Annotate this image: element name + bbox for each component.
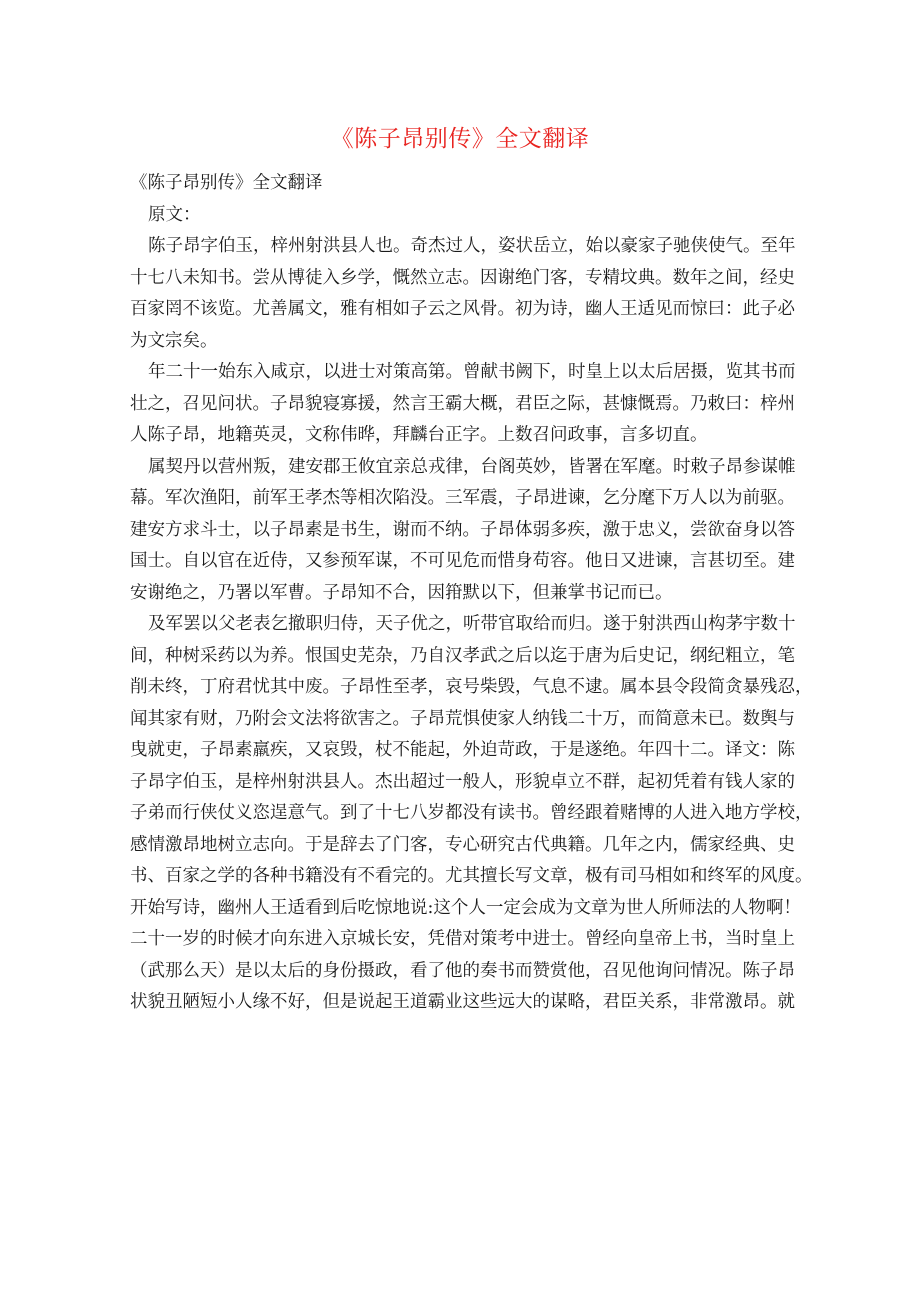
paragraph	[130, 357, 800, 452]
text-line: 属契丹以营州叛，建安郡王攸宜亲总戎律，台阁英妙，皆署在军麾。时敕子昂参谋帷	[148, 456, 796, 477]
paragraph	[130, 452, 800, 610]
text-line: 曳就吏，子昂素羸疾，又哀毁，杖不能起，外迫苛政，于是遂绝。年四十二。译文：陈	[130, 740, 795, 760]
document-body	[130, 168, 813, 1019]
text-line: 人陈子昂，地籍英灵，文称伟晔，拜麟台正字。上数召问政事，言多切直。	[130, 425, 708, 445]
document-subtitle: 《陈子昂别传》全文翻译	[130, 173, 323, 193]
text-line: 百家罔不该览。尤善属文，雅有相如子云之风骨。初为诗，幽人王适见而惊曰：此子必	[130, 299, 795, 319]
text-line: 状貌丑陋短小人缘不好，但是说起王道霸业这些远大的谋略，君臣关系，非常激昂。就	[130, 992, 795, 1012]
text-line: 削未终，丁府君忧其中废。子昂性至孝，哀号柴毁，气息不逮。属本县令段简贪暴残忍，	[130, 677, 813, 697]
original-text-label: 原文：	[148, 204, 201, 225]
text-line: 书、百家之学的各种书籍没有不看完的。尤其擅长写文章，极有司马相如和终军的风度。	[130, 866, 813, 886]
text-line: 为文宗矣。	[130, 330, 218, 351]
text-line: 年二十一始东入咸京，以进士对策高第。曾献书阙下，时皇上以太后居摄，览其书而	[148, 362, 796, 382]
text-line: 建安方求斗士，以子昂素是书生，谢而不纳。子昂体弱多疾，激于忠义，尝欲奋身以答	[130, 519, 795, 540]
paragraph	[130, 609, 813, 1019]
text-line: 安谢绝之，乃署以军曹。子昂知不合，因箝默以下，但兼掌书记而已。	[130, 582, 673, 603]
text-line: 十七八未知书。尝从博徒入乡学，慨然立志。因谢绝门客，专精坟典。数年之间，经史	[130, 267, 795, 288]
text-line: 闻其家有财，乃附会文法将欲害之。子昂荒惧使家人纳钱二十万，而简意未已。数舆与	[130, 708, 795, 729]
text-line: 开始写诗，幽州人王适看到后吃惊地说:这个人一定会成为文章为世人所师法的人物啊！	[130, 897, 801, 918]
document-title: 《陈子昂别传》全文翻译	[330, 126, 590, 152]
text-line: 国士。自以官在近侍，又参预军谋，不可见危而惜身苟容。他日又进谏，言甚切至。建	[130, 551, 795, 571]
text-line: 子昂字伯玉，是梓州射洪县人。杰出超过一般人，形貌卓立不群，起初凭着有钱人家的	[130, 771, 795, 792]
text-line: 间，种树采药以为养。恨国史芜杂，乃自汉孝武之后以迄于唐为后史记，纲纪粗立，笔	[130, 645, 795, 666]
paragraph-list	[130, 231, 813, 1019]
text-line: 幕。军次渔阳，前军王孝杰等相次陷没。三军震，子昂进谏，乞分麾下万人以为前驱。	[130, 488, 795, 508]
text-line: （武那么天）是以太后的身份摄政，看了他的奏书而赞赏他，召见他询问情况。陈子昂	[130, 960, 795, 981]
text-line: 感情激昂地树立志向。于是辞去了门客，专心研究古代典籍。几年之内，儒家经典、史	[130, 834, 795, 855]
text-line: 子弟而行侠仗义恣逞意气。到了十七八岁都没有读书。曾经跟着赌博的人进入地方学校，	[130, 803, 813, 823]
text-line: 陈子昂字伯玉，梓州射洪县人也。奇杰过人，姿状岳立，始以豪家子驰侠使气。至年	[148, 236, 796, 256]
text-line: 壮之，召见问状。子昂貌寝寡援，然言王霸大概，君臣之际，甚慷慨焉。乃敕曰：梓州	[130, 393, 795, 414]
text-line: 二十一岁的时候才向东进入京城长安，凭借对策考中进士。曾经向皇帝上书，当时皇上	[130, 929, 795, 949]
text-line: 及军罢以父老表乞撤职归侍，天子优之，听带官取给而归。遂于射洪西山构茅宇数十	[148, 614, 796, 634]
paragraph	[130, 231, 800, 357]
